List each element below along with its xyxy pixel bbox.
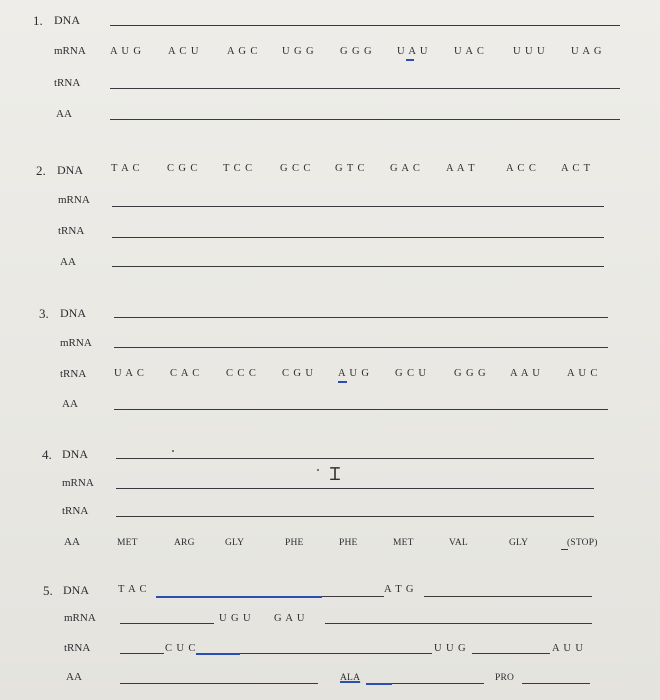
problem-4-mrna-label: mRNA bbox=[62, 477, 94, 489]
problem-1-dna-label: DNA bbox=[54, 13, 80, 27]
problem-2-dna-codon: G C C bbox=[280, 163, 312, 174]
problem-5-dna-highlight-line bbox=[156, 596, 322, 598]
problem-3-trna-codon: C G U bbox=[282, 368, 314, 379]
problem-3-trna-codon: A U C bbox=[567, 368, 599, 379]
problem-2-dna-codon: T C C bbox=[223, 163, 253, 174]
problem-4-amino-acid: GLY bbox=[509, 538, 529, 548]
problem-1-mrna-label: mRNA bbox=[54, 45, 86, 57]
problem-2-dna-codon: C G C bbox=[167, 163, 199, 174]
problem-5-trna-answer-line[interactable] bbox=[240, 653, 432, 654]
problem-5-trna-answer-line[interactable] bbox=[120, 653, 164, 654]
problem-2-dna-codon: A C T bbox=[561, 163, 591, 174]
problem-2-trna-answer-line[interactable] bbox=[112, 237, 604, 238]
problem-3-trna-codon: U A C bbox=[114, 368, 145, 379]
problem-1-mrna-codon: U A G bbox=[571, 46, 603, 57]
text-cursor-icon: Ɪ bbox=[330, 464, 341, 485]
problem-5-trna-highlight-line bbox=[196, 653, 240, 655]
pen-speck bbox=[317, 469, 319, 471]
problem-1-dna-answer-line[interactable] bbox=[110, 25, 620, 26]
problem-3-dna-answer-line[interactable] bbox=[114, 317, 608, 318]
problem-5-dna-answer-line[interactable] bbox=[322, 596, 384, 597]
problem-4-amino-acid: GLY bbox=[225, 538, 245, 548]
problem-4-trna-answer-line[interactable] bbox=[116, 516, 594, 517]
problem-5-aa-given: ALA bbox=[340, 673, 361, 683]
problem-5-mrna-answer-line[interactable] bbox=[120, 623, 214, 624]
problem-2-dna-codon: T A C bbox=[111, 163, 141, 174]
problem-3-trna-codon: G C U bbox=[395, 368, 427, 379]
problem-5-aa-highlight-line bbox=[366, 683, 392, 685]
problem-5-trna-given: C U C bbox=[165, 643, 197, 654]
problem-2-dna-codon: G A C bbox=[390, 163, 421, 174]
problem-3-trna-codon: C C C bbox=[226, 368, 257, 379]
problem-4-amino-acid: PHE bbox=[339, 538, 358, 548]
problem-1-mrna-codon: A C U bbox=[168, 46, 200, 57]
problem-3-trna-codon: C A C bbox=[170, 368, 201, 379]
problem-5-aa-answer-line[interactable] bbox=[522, 683, 590, 684]
problem-1-trna-answer-line[interactable] bbox=[110, 88, 620, 89]
problem-3-mrna-label: mRNA bbox=[60, 337, 92, 349]
problem-5-aa-answer-line[interactable] bbox=[120, 683, 318, 684]
problem-4-amino-acid: (STOP) bbox=[567, 538, 598, 548]
problem-5-mrna-given: G A U bbox=[274, 613, 306, 624]
problem-5-aa-label: AA bbox=[66, 671, 82, 683]
problem-5-mrna-answer-line[interactable] bbox=[325, 623, 592, 624]
problem-5-trna-answer-line[interactable] bbox=[472, 653, 550, 654]
problem-5-trna-given: A U U bbox=[552, 643, 584, 654]
problem-4-trna-label: tRNA bbox=[62, 505, 89, 517]
problem-2-mrna-label: mRNA bbox=[58, 194, 90, 206]
problem-2-aa-label: AA bbox=[60, 256, 76, 268]
problem-3-trna-label: tRNA bbox=[60, 368, 87, 380]
problem-5-dna-given: A T G bbox=[384, 584, 415, 595]
problem-5-aa-given: PRO bbox=[495, 673, 515, 683]
problem-5-dna-label: DNA bbox=[63, 583, 89, 597]
problem-2-dna-codon: G T C bbox=[335, 163, 366, 174]
problem-2-dna-label: DNA bbox=[57, 163, 83, 177]
problem-5-aa-answer-line[interactable] bbox=[392, 683, 484, 684]
problem-4-dna-label: DNA bbox=[62, 447, 88, 461]
problem-5-dna-given: T A C bbox=[118, 584, 148, 595]
problem-1-mrna-codon: G G G bbox=[340, 46, 373, 57]
problem-1-mrna-codon: U G G bbox=[282, 46, 315, 57]
problem-5-number: 5. bbox=[43, 583, 53, 598]
problem-2-dna-codon: A A T bbox=[446, 163, 476, 174]
pen-speck bbox=[172, 450, 174, 452]
problem-1-mrna-codon: A U G bbox=[110, 46, 142, 57]
problem-3-trna-codon: A A U bbox=[510, 368, 541, 379]
problem-3-trna-codon: G G G bbox=[454, 368, 487, 379]
problem-2-aa-answer-line[interactable] bbox=[112, 266, 604, 267]
problem-1-number: 1. bbox=[33, 13, 43, 28]
problem-4-amino-acid: MET bbox=[117, 538, 138, 548]
problem-4-number: 4. bbox=[42, 447, 52, 462]
problem-1-mrna-codon: U A U bbox=[397, 46, 429, 57]
problem-1-aa-label: AA bbox=[56, 108, 72, 120]
problem-4-amino-acid: VAL bbox=[449, 538, 468, 548]
problem-5-mrna-label: mRNA bbox=[64, 612, 96, 624]
problem-4-amino-acid: PHE bbox=[285, 538, 304, 548]
problem-3-dna-label: DNA bbox=[60, 306, 86, 320]
problem-2-trna-label: tRNA bbox=[58, 225, 85, 237]
problem-3-number: 3. bbox=[39, 306, 49, 321]
problem-2-dna-codon: A C C bbox=[506, 163, 537, 174]
problem-4-aa-label: AA bbox=[64, 536, 80, 548]
problem-2-mrna-answer-line[interactable] bbox=[112, 206, 604, 207]
problem-1-mrna-codon: A G C bbox=[227, 46, 259, 57]
problem-3-aa-answer-line[interactable] bbox=[114, 409, 608, 410]
problem-3-mrna-answer-line[interactable] bbox=[114, 347, 608, 348]
problem-2-number: 2. bbox=[36, 163, 46, 178]
problem-1-aa-answer-line[interactable] bbox=[110, 119, 620, 120]
problem-4-stop-underline bbox=[561, 549, 568, 550]
problem-1-mrna-codon: U U U bbox=[513, 46, 546, 57]
problem-3-underline-mark bbox=[338, 381, 347, 383]
problem-3-trna-codon: A U G bbox=[338, 368, 370, 379]
problem-1-trna-label: tRNA bbox=[54, 77, 81, 89]
problem-4-amino-acid: ARG bbox=[174, 538, 195, 548]
problem-5-dna-answer-line[interactable] bbox=[424, 596, 592, 597]
problem-5-trna-label: tRNA bbox=[64, 642, 91, 654]
problem-4-mrna-answer-line[interactable] bbox=[116, 488, 594, 489]
problem-1-underline-mark bbox=[406, 59, 414, 61]
problem-5-mrna-given: U G U bbox=[219, 613, 252, 624]
problem-4-dna-answer-line[interactable] bbox=[116, 458, 594, 459]
problem-3-aa-label: AA bbox=[62, 398, 78, 410]
problem-1-mrna-codon: U A C bbox=[454, 46, 485, 57]
problem-4-amino-acid: MET bbox=[393, 538, 414, 548]
problem-5-trna-given: U U G bbox=[434, 643, 467, 654]
